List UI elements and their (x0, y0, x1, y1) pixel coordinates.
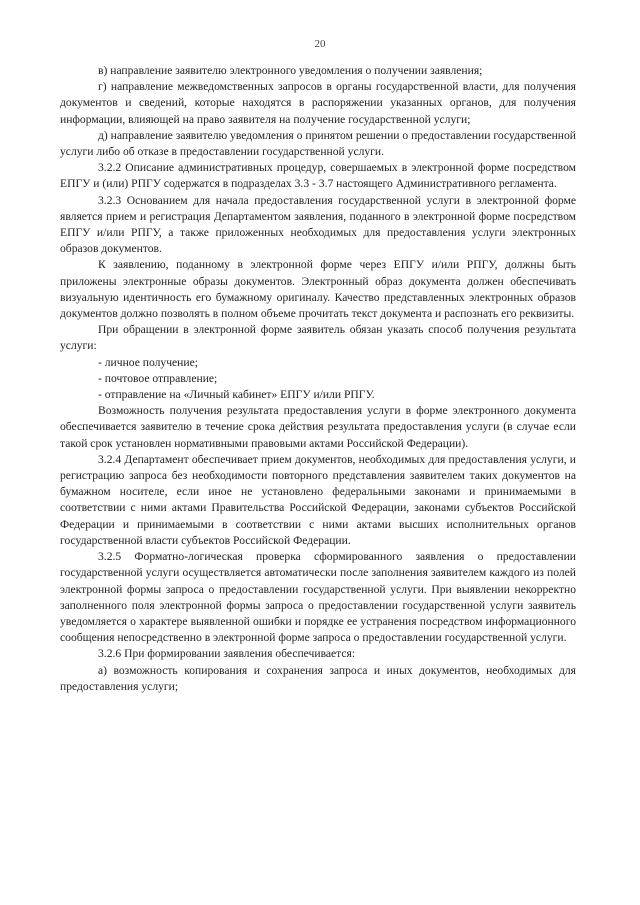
paragraph-attachments: К заявлению, поданному в электронной форме через ЕПГУ и/или РПГУ, должны быть приложены электронные образы документов. Электронный образ документа должен обеспечивать визуальную идентичность его бумажному оригиналу. Качество представленных электронных образов документов должно позволять в полном объеме прочитать текст документа и распознать его реквизиты. (60, 258, 576, 321)
paragraph-a: а) возможность копирования и сохранения запроса и иных документов, необходимых для предоставления услуги; (60, 663, 576, 693)
paragraph-3-2-4: 3.2.4 Департамент обеспечивает прием документов, необходимых для предоставления услуги, и регистрацию запроса без необходимости повторного представления заявителем таких документов на бумажном носителе, если иное не установлено федеральными законами и принимаемыми в соответствии с ними актами Правительства Российской Федерации, законами субъектов Российской Федерации и принимаемыми в соответствии с ними актами высших исполнительных органов государственной власти субъектов Российской Федерации. (60, 452, 576, 547)
paragraph-3-2-2: 3.2.2 Описание административных процедур, совершаемых в электронной форме посредством ЕПГУ и (или) РПГУ содержатся в подразделах 3.3 - 3.7 настоящего Административного регламента. (60, 161, 576, 191)
paragraph-3-2-3: 3.2.3 Основанием для начала предоставления государственной услуги в электронной форме является прием и регистрация Департаментом заявления, поданного в электронной форме посредством ЕПГУ и/или РПГУ, а также приложенных необходимых для предоставления услуги электронных образов документов. (60, 193, 576, 256)
document-body (60, 63, 576, 695)
paragraph-3-2-5: 3.2.5 Форматно-логическая проверка сформированного заявления о предоставлении государственной услуги осуществляется автоматически после заполнения заявителем каждого из полей электронной формы запроса о предоставлении государственной услуги. При выявлении некорректно заполненного поля электронной формы запроса о предоставлении государственной услуги заявитель уведомляется о характере выявленной ошибки и порядке ее устранения посредством информационного сообщения непосредственно в электронной форме запроса о предоставлении государственной услуги. (60, 550, 576, 645)
list-item-postal: - почтовое отправление; (98, 371, 218, 385)
paragraph-result-method: При обращении в электронной форме заявитель обязан указать способ получения результата услуги: (60, 323, 576, 353)
paragraph-electronic-result: Возможность получения результата предоставления услуги в форме электронного документа обеспечивается заявителю в течение срока действия результата предоставления услуги (в случае если такой срок установлен нормативными правовыми актами Российской Федерации). (60, 404, 576, 450)
list-item-cabinet: - отправление на «Личный кабинет» ЕПГУ и/или РПГУ. (98, 388, 375, 402)
list-item-personal: - личное получение; (98, 355, 198, 369)
paragraph-d: д) направление заявителю уведомления о принятом решении о предоставлении государственной услуги либо об отказе в предоставлении государственной услуги. (60, 128, 576, 159)
paragraph-g: г) направление межведомственных запросов в органы государственной власти, для получения документов и сведений, которые находятся в распоряжении указанных органов, для получения информации, влияющей на право заявителя на получение государственной услуги; (60, 80, 576, 126)
page-number: 20 (314, 38, 326, 50)
paragraph-v: в) направление заявителю электронного уведомления о получении заявления; (98, 64, 483, 77)
paragraph-3-2-6: 3.2.6 При формировании заявления обеспечивается: (98, 647, 356, 661)
